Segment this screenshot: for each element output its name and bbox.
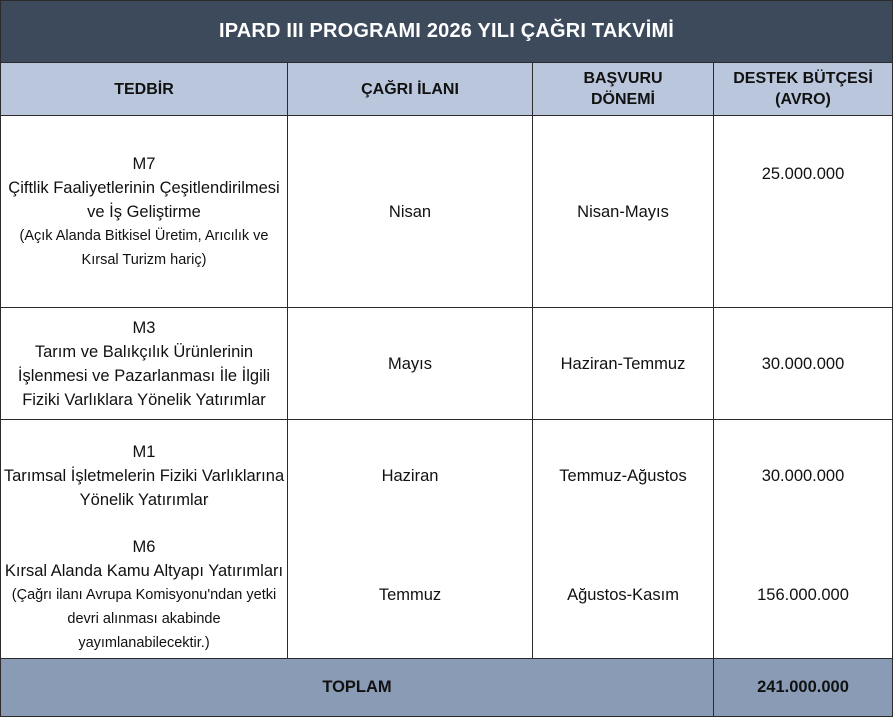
total-value: 241.000.000 xyxy=(714,659,893,717)
header-basvuru-line1: BAŞVURU xyxy=(583,70,663,87)
announcement-cell: Nisan xyxy=(288,116,533,308)
table-row xyxy=(1,308,893,420)
total-label: TOPLAM xyxy=(1,659,714,717)
header-butce-line2: (AVRO) xyxy=(775,91,831,108)
header-butce-line1: DESTEK BÜTÇESİ xyxy=(733,70,873,87)
measure-cell xyxy=(1,532,288,659)
announcement-cell: Temmuz xyxy=(288,532,533,659)
measure-code: M7 xyxy=(132,154,156,173)
announcement-cell: Haziran xyxy=(288,420,533,533)
measure-cell xyxy=(1,116,288,308)
measure-name-line: İşlenmesi ve Pazarlanması İle İlgili xyxy=(17,366,271,385)
header-cagri-ilani: ÇAĞRI İLANI xyxy=(288,63,533,116)
header-tedbir: TEDBİR xyxy=(1,63,288,116)
application-period-cell: Temmuz-Ağustos xyxy=(533,420,714,533)
measure-name-line: Fiziki Varlıklara Yönelik Yatırımlar xyxy=(22,390,266,409)
measure-name-line: ve İş Geliştirme xyxy=(87,202,201,221)
table-title: IPARD III PROGRAMI 2026 YILI ÇAĞRI TAKVİMİ xyxy=(1,1,893,63)
measure-name-line: Tarımsal İşletmelerin Fiziki Varlıklarına xyxy=(3,467,285,485)
measure-note-line: devri alınması akabinde xyxy=(67,611,221,627)
header-destek-butcesi xyxy=(714,63,893,116)
measure-code: M3 xyxy=(132,318,156,337)
measure-cell xyxy=(1,420,288,533)
header-basvuru-donemi xyxy=(533,63,714,116)
measure-name-line: Tarım ve Balıkçılık Ürünlerinin xyxy=(34,342,254,361)
measure-note-line: (Açık Alanda Bitkisel Üretim, Arıcılık ve xyxy=(19,227,269,244)
application-period-cell: Ağustos-Kasım xyxy=(533,532,714,659)
table-row xyxy=(1,420,893,533)
measure-name-line: Çiftlik Faaliyetlerinin Çeşitlendirilmesi xyxy=(8,178,280,197)
measure-cell xyxy=(1,308,288,420)
measure-code: M6 xyxy=(132,538,156,556)
budget-cell: 156.000.000 xyxy=(714,532,893,659)
measure-note-line: yayımlanabilecektir.) xyxy=(78,635,210,651)
measure-note-line: Kırsal Turizm hariç) xyxy=(81,251,207,268)
table-row xyxy=(1,532,893,659)
budget-cell: 30.000.000 xyxy=(714,420,893,533)
header-basvuru-line2: DÖNEMİ xyxy=(591,91,655,108)
table-row xyxy=(1,116,893,308)
application-period-cell: Nisan-Mayıs xyxy=(533,116,714,308)
measure-name-line: Kırsal Alanda Kamu Altyapı Yatırımları xyxy=(4,562,284,580)
measure-note-line: (Çağrı ilanı Avrupa Komisyonu'ndan yetki xyxy=(11,587,277,603)
measure-name-line: Yönelik Yatırımlar xyxy=(79,491,209,509)
budget-cell: 25.000.000 xyxy=(714,116,893,308)
measure-code: M1 xyxy=(132,443,156,461)
application-period-cell: Haziran-Temmuz xyxy=(533,308,714,420)
total-row xyxy=(1,659,893,717)
announcement-cell: Mayıs xyxy=(288,308,533,420)
budget-cell: 30.000.000 xyxy=(714,308,893,420)
